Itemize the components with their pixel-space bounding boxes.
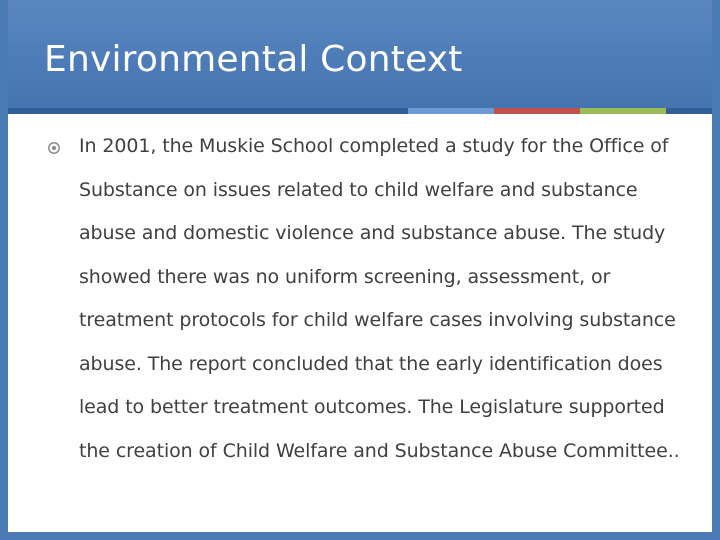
bullet-text: In 2001, the Muskie School completed a study for the Office of Substance on issues related to child welfare and substance abuse and domestic violence and substance abuse. The study showed there was no uniform screening, assessment, or treatment protocols for child welfare cases involving substance abuse. The report concluded that the early identification does lead to better treatment outcomes. The Legislature supported the creation of Child Welfare and Substance Abuse Committee.. [79, 135, 680, 462]
slide-title: Environmental Context [44, 39, 463, 80]
title-banner [0, 0, 720, 108]
content-area [8, 114, 712, 532]
circle-bullet-icon [46, 140, 62, 156]
